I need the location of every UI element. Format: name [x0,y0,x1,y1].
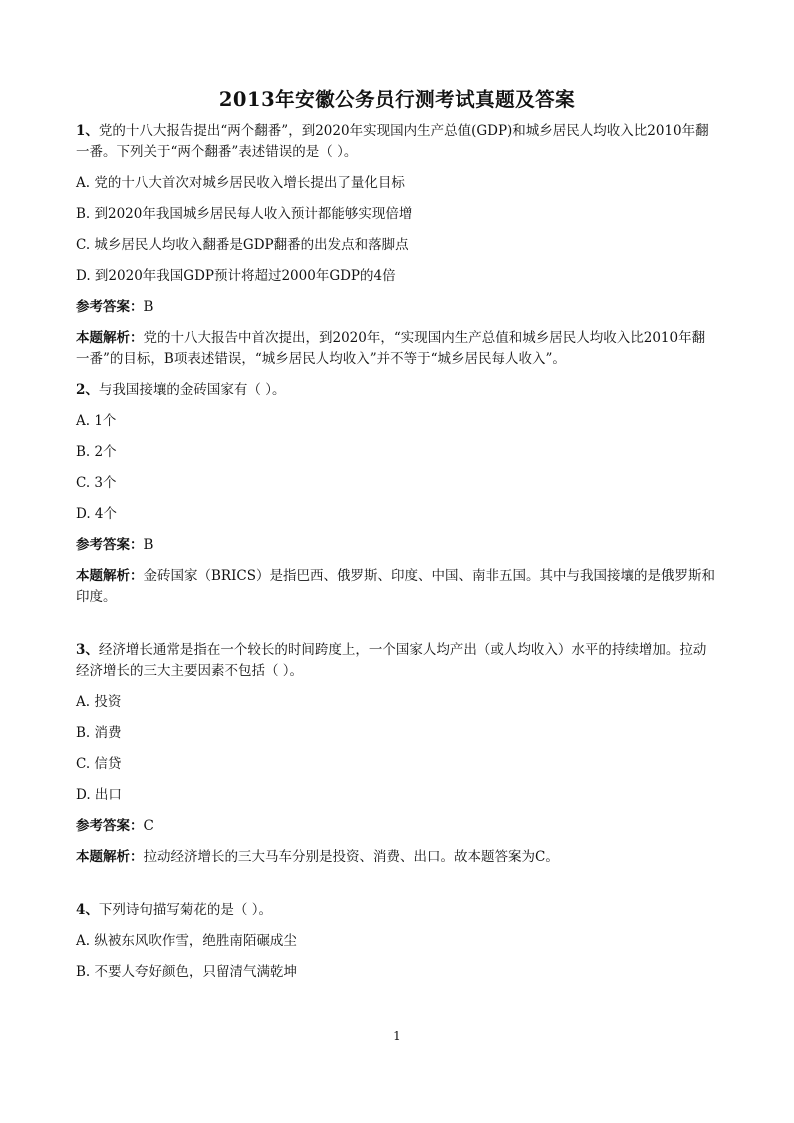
question-number: 1、 [76,123,99,139]
analysis-label: 本题解析： [76,849,144,865]
option-a: A. 1个 [76,413,117,429]
question-number: 2、 [76,382,99,398]
question-1 [76,121,716,163]
option-b: B. 2个 [76,444,117,460]
answer-value: B [143,299,154,315]
spacer [76,618,716,640]
analysis [76,847,716,868]
question-text: 下列诗句描写菊花的是（ ）。 [98,902,272,918]
page-number: 1 [393,1029,401,1043]
question-text: 党的十八大报告提出“两个翻番”，到2020年实现国内生产总值(GDP)和城乡居民人均收入比2010年翻一番。下列关于“两个翻番”表述错误的是（ ）。 [76,123,709,160]
page-title: 2013年安徽公务员行测考试真题及答案 [218,88,576,111]
question-4 [76,900,716,921]
option-b: B. 到2020年我国城乡居民每人收入预计都能够实现倍增 [76,206,413,222]
analysis-text: 金砖国家（BRICS）是指巴西、俄罗斯、印度、中国、南非五国。其中与我国接壤的是俄罗斯和印度。 [76,568,715,605]
question-number: 4、 [76,902,99,918]
answer-value: B [143,537,154,553]
answer-label: 参考答案： [76,818,144,834]
answer-label: 参考答案： [76,537,144,553]
analysis [76,328,716,370]
analysis-label: 本题解析： [76,330,144,346]
option-b: B. 不要人夸好颜色，只留清气满乾坤 [76,964,298,980]
question-2 [76,380,716,401]
option-c: C. 信贷 [76,756,122,772]
answer [76,297,716,318]
option-a: A. 投资 [76,694,122,710]
option-a: A. 党的十八大首次对城乡居民收入增长提出了量化目标 [76,175,405,191]
analysis [76,566,716,608]
option-a: A. 纵被东风吹作雪，绝胜南陌碾成尘 [76,933,297,949]
answer [76,535,716,556]
option-b: B. 消费 [76,725,122,741]
question-number: 3、 [76,642,99,658]
answer-label: 参考答案： [76,299,144,315]
option-c: C. 城乡居民人均收入翻番是GDP翻番的出发点和落脚点 [76,237,409,253]
analysis-text: 拉动经济增长的三大马车分别是投资、消费、出口。故本题答案为C。 [143,849,559,865]
document-body [76,121,716,993]
option-d: D. 4个 [76,506,118,522]
answer [76,816,716,837]
question-3 [76,640,716,682]
question-text: 与我国接壤的金砖国家有（ ）。 [98,382,286,398]
question-text: 经济增长通常是指在一个较长的时间跨度上，一个国家人均产出（或人均收入）水平的持续增加。拉动经济增长的三大主要因素不包括（ ）。 [76,642,707,679]
analysis-text: 党的十八大报告中首次提出，到2020年，“实现国内生产总值和城乡居民人均收入比2010年翻一番”的目标，B项表述错误，“城乡居民人均收入”并不等于“城乡居民每人收入”。 [76,330,706,367]
answer-value: C [143,818,154,834]
option-d: D. 出口 [76,787,122,803]
analysis-label: 本题解析： [76,568,144,584]
option-c: C. 3个 [76,475,117,491]
option-d: D. 到2020年我国GDP预计将超过2000年GDP的4倍 [76,268,396,284]
spacer [76,878,716,900]
